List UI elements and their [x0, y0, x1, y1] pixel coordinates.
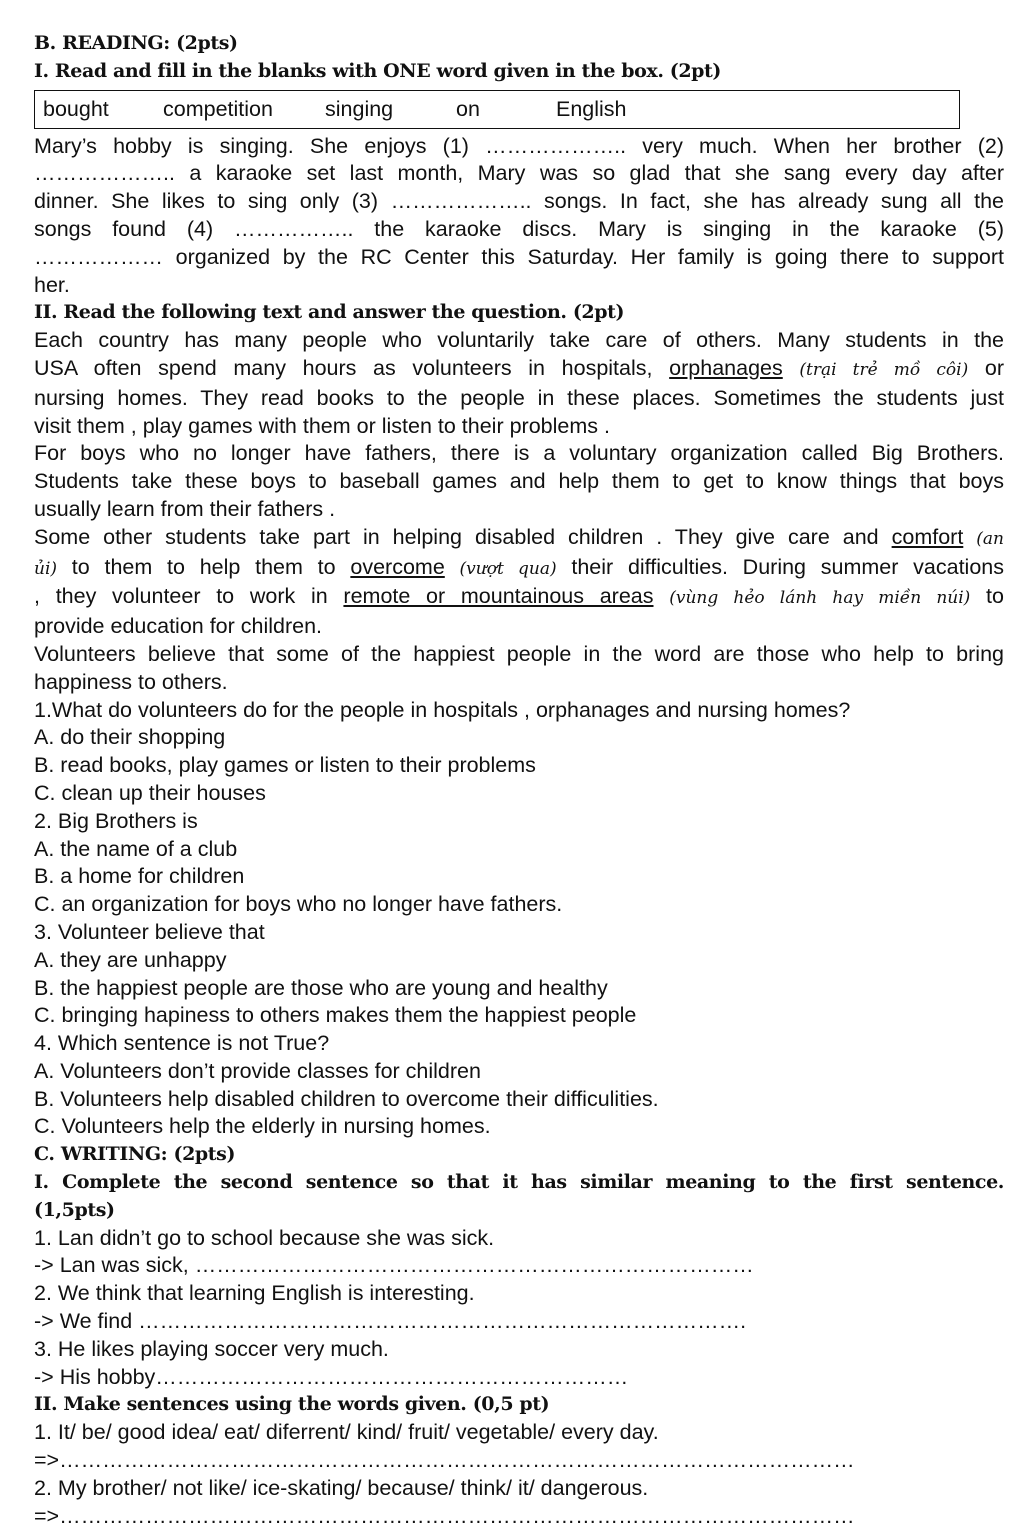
passage-line: visit them , play games with them or listen to their problems .: [34, 413, 610, 438]
rewrite-line: 2. We think that learning English is interesting.: [34, 1281, 475, 1306]
prompt-line: 2. My brother/ not like/ ice-skating/ because/ think/ it/ dangerous.: [34, 1475, 649, 1500]
question-line: C. Volunteers help the elderly in nursing homes.: [34, 1114, 491, 1139]
rewrite-line: 1. Lan didn’t go to school because she was sick.: [34, 1225, 495, 1250]
passage-line: ……………… organized by the RC Center this Saturday. Her family is going there to support: [34, 244, 1004, 269]
answer-line: =>…………………………………………………………………………………………………: [34, 1503, 855, 1528]
question-line: A. do their shopping: [34, 725, 226, 750]
reading-part1-title: I. Read and fill in the blanks with ONE word given in the box. (2pt): [34, 59, 722, 82]
passage-line: Students take these boys to baseball games and help them to get to know things that boys: [34, 469, 1004, 494]
rewrite-answer-line: -> We find ………………………………………………………………………….: [34, 1309, 747, 1334]
word-box-item: on: [456, 96, 480, 121]
passage-line: USA often spend many hours as volunteers in hospitals, orphanages (trại trẻ mồ côi) or: [34, 355, 1005, 380]
question-line: 1.What do volunteers do for the people in hospitals , orphanages and nursing homes?: [34, 697, 851, 722]
rewrite-list: [34, 1225, 1004, 1392]
vocab-translation: (an: [976, 528, 1004, 549]
passage-line: For boys who no longer have fathers, there is a voluntary organization called Big Brothers.: [34, 441, 1004, 466]
make-sentence-list: [34, 1419, 1004, 1530]
question-line: B. Volunteers help disabled children to overcome their difficulities.: [34, 1086, 659, 1111]
question-line: 4. Which sentence is not True?: [34, 1031, 330, 1056]
worksheet-page: [34, 30, 1004, 1530]
question-line: B. the happiest people are those who are young and healthy: [34, 975, 608, 1000]
passage-line: Mary’s hobby is singing. She enjoys (1) ……………….. very much. When her brother (2): [34, 133, 1004, 158]
vocab-overcome: overcome: [350, 554, 445, 579]
word-box-item: singing: [325, 96, 394, 121]
word-box-item: English: [556, 96, 627, 121]
passage-line: usually learn from their fathers .: [34, 496, 336, 521]
passage-line: , they volunteer to work in remote or mountainous areas (vùng hẻo lánh hay miền núi) to: [34, 584, 1004, 609]
word-box: [34, 90, 960, 129]
prompt-line: 1. It/ be/ good idea/ eat/ diferrent/ kind/ fruit/ vegetable/ every day.: [34, 1420, 659, 1445]
passage-line: songs found (4) …………….. the karaoke discs. Mary is singing in the karaoke (5): [34, 216, 1004, 241]
passage-line: ……………….. a karaoke set last month, Mary was so glad that she sang every day after: [34, 161, 1004, 186]
vocab-translation: (vượt qua): [459, 558, 557, 579]
question-line: B. a home for children: [34, 864, 245, 889]
passage-line: ủi) to them to help them to overcome (vượt qua) their difficulties. During summer vacations: [34, 554, 1004, 579]
question-line: A. the name of a club: [34, 836, 238, 861]
answer-line: =>…………………………………………………………………………………………………: [34, 1448, 855, 1473]
rewrite-answer-line: -> His hobby…………………………………………………………: [34, 1364, 629, 1389]
writing-heading: C. WRITING: (2pts): [34, 1143, 236, 1166]
passage-line: her.: [34, 272, 70, 297]
vocab-translation: ủi): [34, 558, 58, 579]
vocab-remote-areas: remote or mountainous areas: [343, 584, 654, 609]
writing-part1-points: (1,5pts): [34, 1198, 115, 1221]
writing-part2-title: II. Make sentences using the words given. (0,5 pt): [34, 1393, 550, 1416]
question-line: A. Volunteers don’t provide classes for children: [34, 1058, 481, 1083]
vocab-comfort: comfort: [891, 524, 964, 549]
writing-part1-title: I. Complete the second sentence so that it has similar meaning to the first sentence.: [34, 1171, 1004, 1194]
rewrite-answer-line: -> Lan was sick, ……………………………………………………………………: [34, 1253, 754, 1278]
question-line: C. an organization for boys who no longer have fathers.: [34, 892, 563, 917]
vocab-orphanages: orphanages: [669, 355, 783, 380]
vocab-translation: (vùng hẻo lánh hay miền núi): [669, 588, 971, 609]
passage-line: Each country has many people who voluntarily take care of others. Many students in the: [34, 328, 1004, 353]
word-box-item: competition: [163, 96, 273, 121]
passage-line: Volunteers believe that some of the happiest people in the word are those who help to bring: [34, 641, 1004, 666]
reading-part2-title: II. Read the following text and answer the question. (2pt): [34, 301, 625, 324]
fill-blank-passage: [34, 133, 1004, 300]
passage-line: Some other students take part in helping disabled children . They give care and comfort (an: [34, 524, 1004, 549]
question-line: C. bringing hapiness to others makes them the happiest people: [34, 1003, 637, 1028]
passage-line: happiness to others.: [34, 669, 228, 694]
passage-line: nursing homes. They read books to the people in these places. Sometimes the students just: [34, 385, 1004, 410]
question-list: [34, 697, 1004, 1142]
question-line: 2. Big Brothers is: [34, 808, 198, 833]
reading-heading: B. READING: (2pts): [34, 32, 238, 54]
passage-line: provide education for children.: [34, 614, 323, 639]
passage-line: dinner. She likes to sing only (3) ……………….. songs. In fact, she has already sung all the: [34, 189, 1004, 214]
question-line: 3. Volunteer believe that: [34, 919, 265, 944]
rewrite-line: 3. He likes playing soccer very much.: [34, 1336, 389, 1361]
vocab-translation: (trại trẻ mồ côi): [799, 359, 969, 380]
reading-passage: [34, 327, 1004, 696]
word-box-item: bought: [43, 96, 109, 121]
question-line: A. they are unhappy: [34, 947, 227, 972]
question-line: B. read books, play games or listen to their problems: [34, 753, 536, 778]
question-line: C. clean up their houses: [34, 780, 266, 805]
